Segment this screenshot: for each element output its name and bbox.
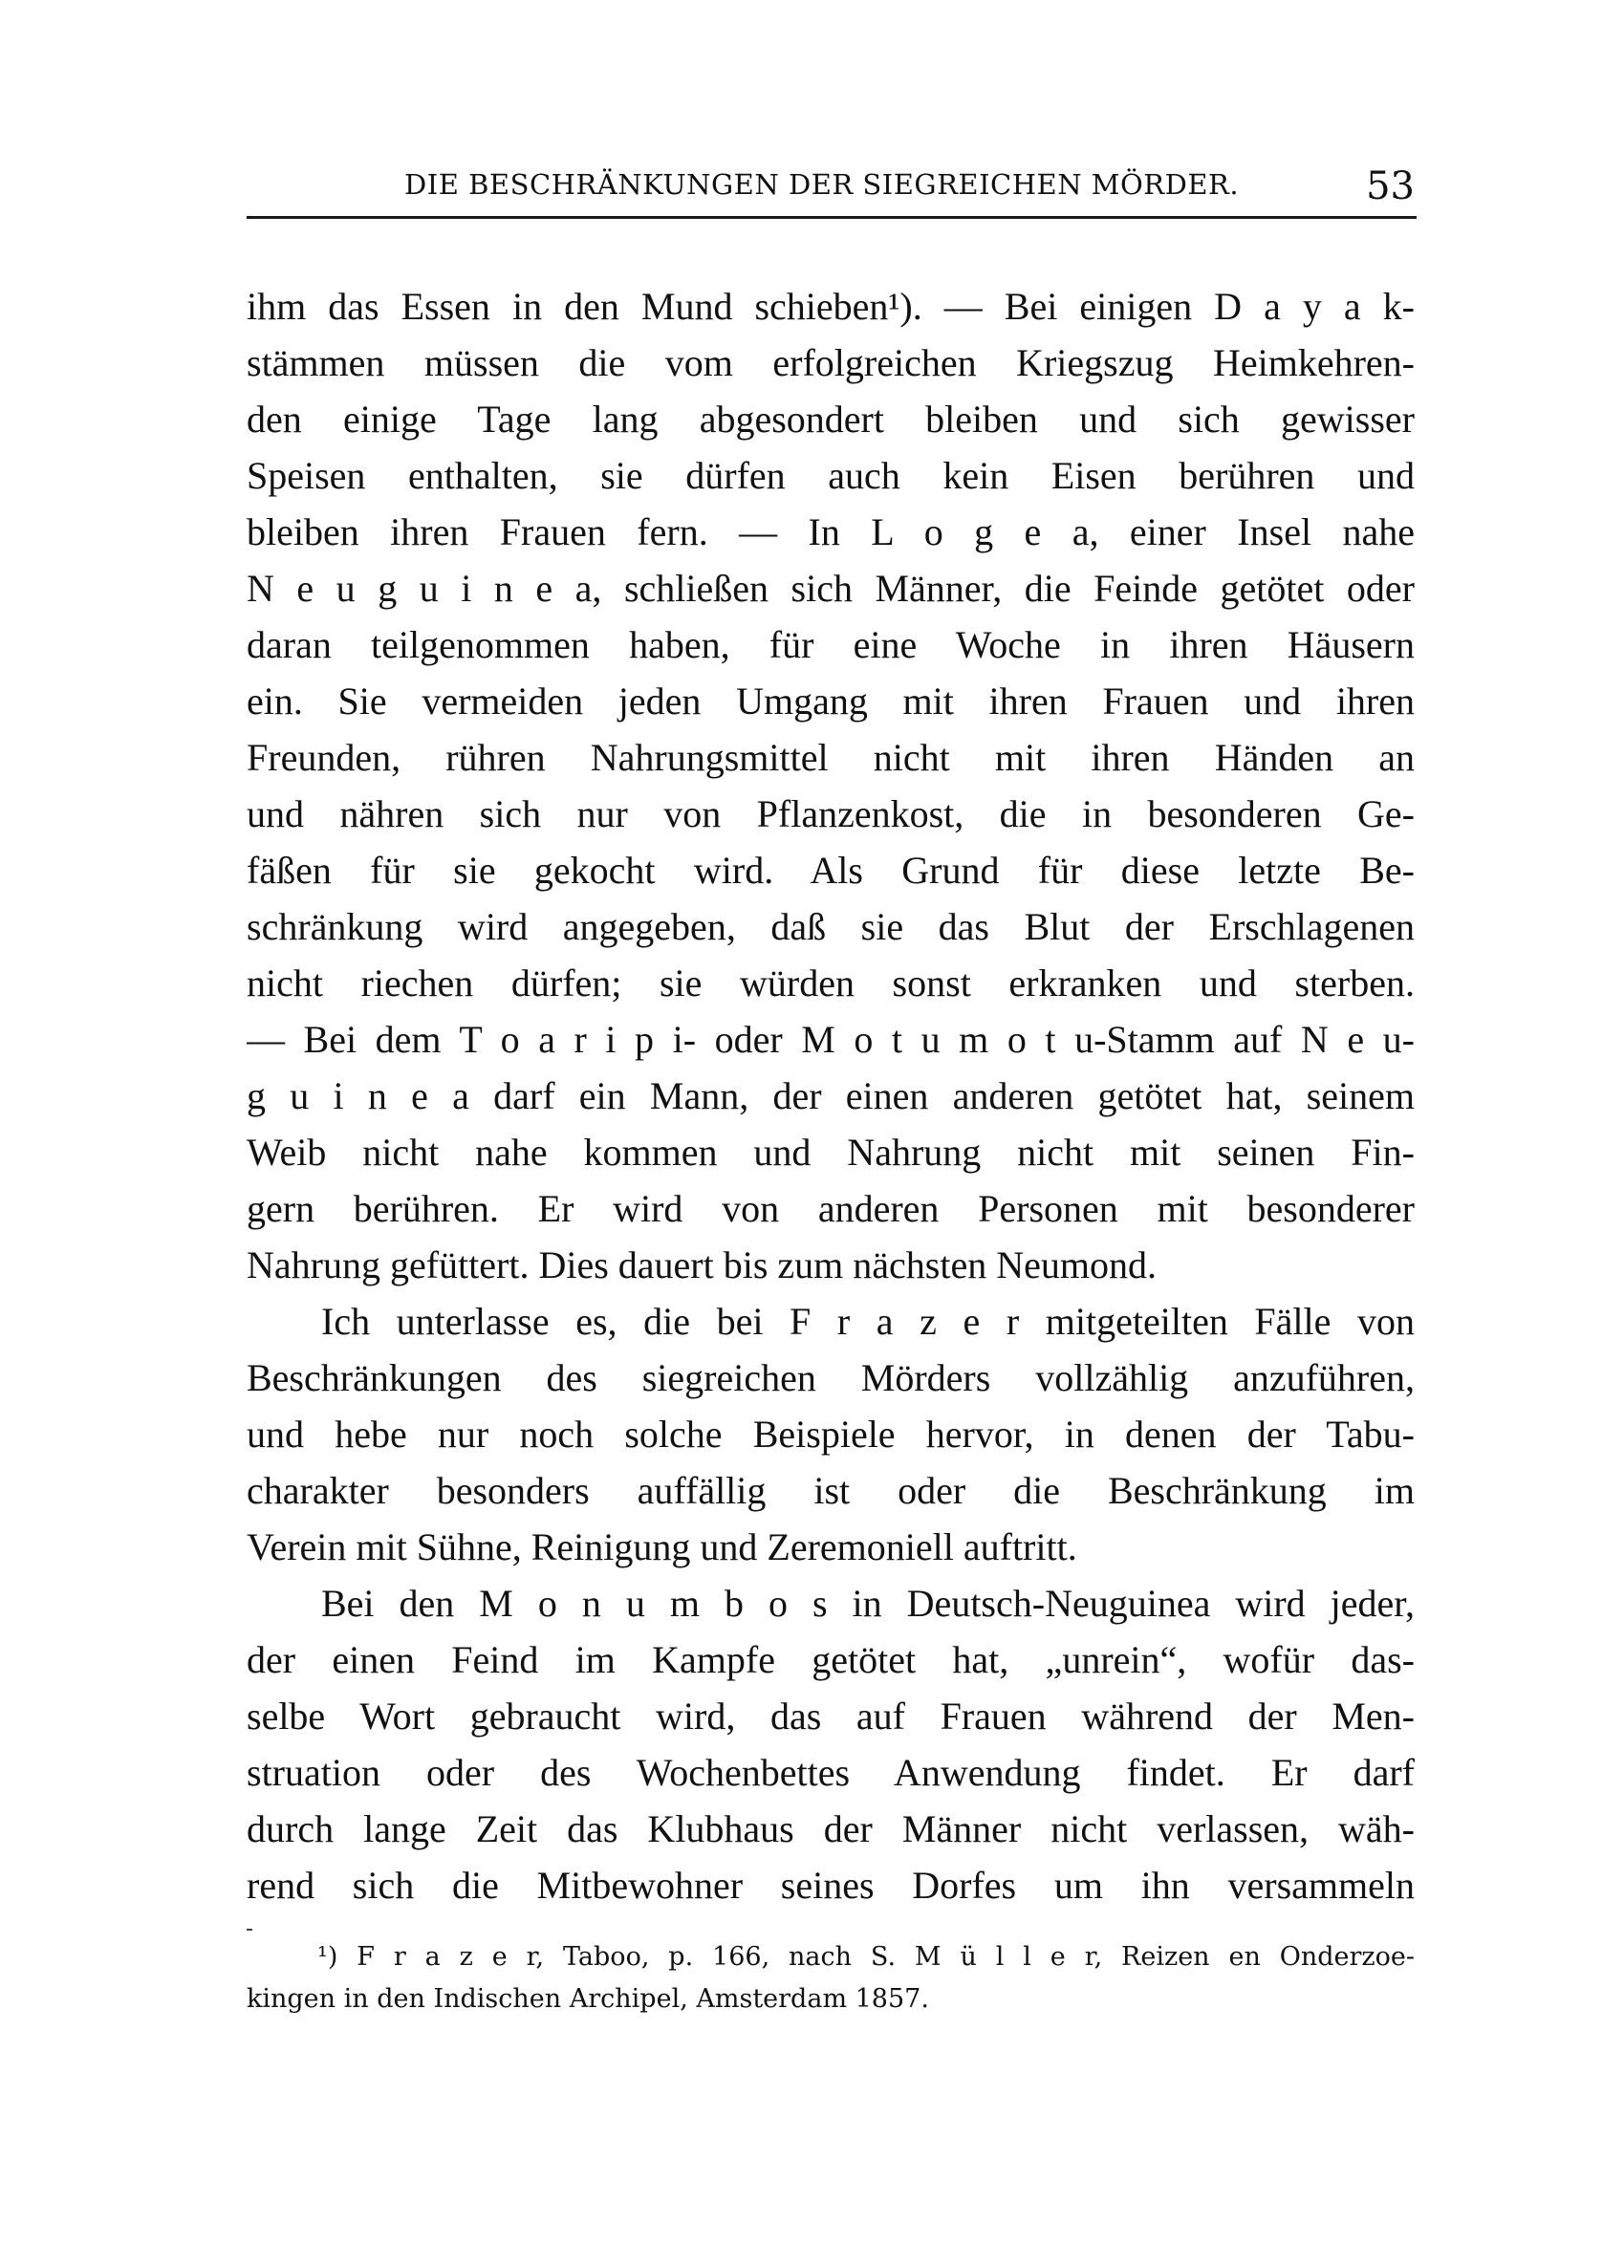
page-number: 53 [1366,164,1415,208]
header-rule [247,216,1417,219]
text-line: Nahrung gefüttert. Dies dauert bis zum nächsten Neumond. [247,1243,1157,1286]
paragraph-start-line: Ich unterlasse es, die bei F r a z e r mitgeteilten Fälle von [321,1300,1415,1343]
text-line: Verein mit Sühne, Reinigung und Zeremoniell auftritt. [247,1525,1077,1568]
text-line: daran teilgenommen haben, für eine Woche in ihren Häusern [247,623,1415,666]
text-line: gern berühren. Er wird von anderen Personen mit besonderer [247,1187,1415,1230]
text-line: struation oder des Wochenbettes Anwendung findet. Er darf [247,1751,1415,1794]
text-line: den einige Tage lang abgesondert bleiben und sich gewisser [247,398,1415,441]
text-line: N e u g u i n e a, schließen sich Männer, die Feinde getötet oder [247,567,1415,610]
running-head [247,164,1415,214]
footnote-mark [247,1929,252,1931]
text-line: schränkung wird angegeben, daß sie das Blut der Erschlagenen [247,905,1415,948]
text-line: selbe Wort gebraucht wird, das auf Frauen während der Men- [247,1695,1415,1738]
text-line: und hebe nur noch solche Beispiele hervor, in denen der Tabu- [247,1413,1415,1456]
text-line: fäßen für sie gekocht wird. Als Grund für diese letzte Be- [247,849,1415,892]
text-line: Freunden, rühren Nahrungsmittel nicht mit ihren Händen an [247,736,1415,779]
text-line: bleiben ihren Frauen fern. — In L o g e a, einer Insel nahe [247,510,1415,553]
text-line: der einen Feind im Kampfe getötet hat, „unrein“, wofür das- [247,1638,1415,1681]
footnote-line: kingen in den Indischen Archipel, Amsterdam 1857. [247,1984,929,2014]
text-line: g u i n e a darf ein Mann, der einen anderen getötet hat, seinem [247,1074,1415,1117]
running-title: DIE BESCHRÄNKUNGEN DER SIEGREICHEN MÖRDER. [404,168,1240,201]
text-line: stämmen müssen die vom erfolgreichen Kriegszug Heimkehren- [247,341,1415,384]
text-line: ein. Sie vermeiden jeden Umgang mit ihren Frauen und ihren [247,680,1415,723]
text-line: durch lange Zeit das Klubhaus der Männer nicht verlassen, wäh- [247,1807,1415,1850]
text-line: — Bei dem T o a r i p i- oder M o t u m o t u-Stamm auf N e u- [247,1018,1415,1061]
text-line: nicht riechen dürfen; sie würden sonst erkranken und sterben. [247,961,1415,1004]
text-line: charakter besonders auffällig ist oder die Beschränkung im [247,1469,1415,1512]
text-line: Weib nicht nahe kommen und Nahrung nicht mit seinen Fin- [247,1131,1415,1174]
text-line: rend sich die Mitbewohner seines Dorfes um ihn versammeln [247,1864,1415,1907]
paragraph-start-line: Bei den M o n u m b o s in Deutsch-Neuguinea wird jeder, [321,1582,1415,1625]
text-line: Beschränkungen des siegreichen Mörders vollzählig anzuführen, [247,1356,1415,1399]
text-line: und nähren sich nur von Pflanzenkost, die in besonderen Ge- [247,792,1415,835]
text-line: Speisen enthalten, sie dürfen auch kein Eisen berühren und [247,454,1415,497]
text-line: ihm das Essen in den Mund schieben¹). — Bei einigen D a y a k- [247,285,1415,328]
footnote-line: ¹) F r a z e r, Taboo, p. 166, nach S. M ü l l e r, Reizen en Onderzoe- [317,1942,1415,1972]
